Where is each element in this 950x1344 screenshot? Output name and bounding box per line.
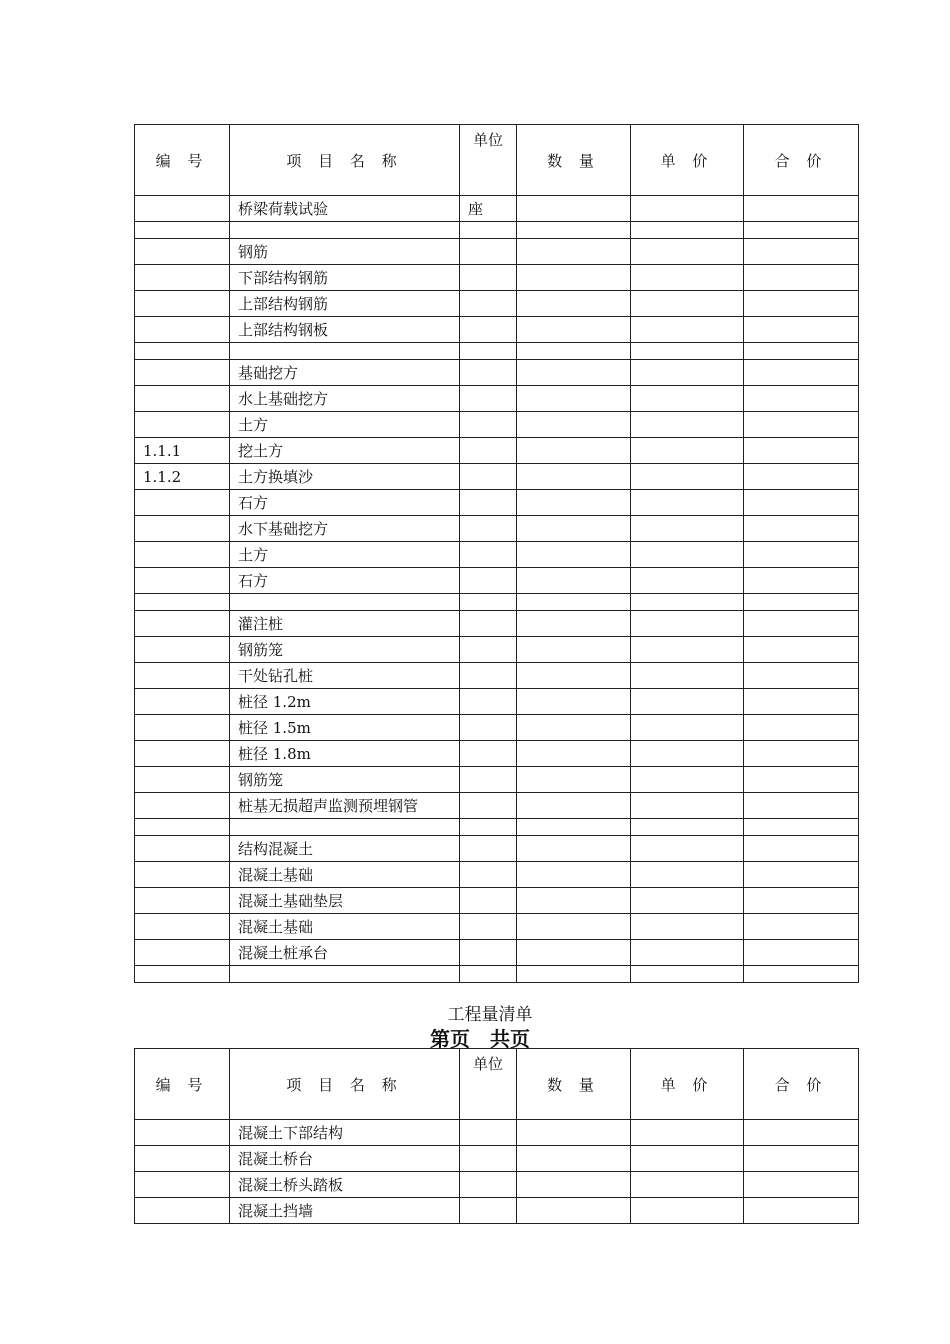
- unit-cell: [460, 386, 517, 412]
- item-name-cell: 桩基无损超声监测预埋钢管: [230, 793, 460, 819]
- unit-price-cell: [631, 819, 744, 836]
- item-name-cell: 钢筋: [230, 239, 460, 265]
- header-quantity: 数 量: [517, 1049, 631, 1120]
- unit-price-cell: [631, 637, 744, 663]
- quantity-cell: [517, 1146, 631, 1172]
- unit-price-cell: [631, 914, 744, 940]
- unit-price-cell: [631, 1146, 744, 1172]
- quantity-cell: [517, 611, 631, 637]
- unit-price-cell: [631, 1198, 744, 1224]
- total-cell: [744, 360, 859, 386]
- code-cell: [135, 914, 230, 940]
- quantity-cell: [517, 317, 631, 343]
- item-name-cell: 基础挖方: [230, 360, 460, 386]
- unit-cell: [460, 966, 517, 983]
- quantity-cell: [517, 715, 631, 741]
- item-name-cell: 下部结构钢筋: [230, 265, 460, 291]
- unit-cell: [460, 516, 517, 542]
- total-cell: [744, 386, 859, 412]
- code-cell: [135, 386, 230, 412]
- code-cell: [135, 317, 230, 343]
- item-name-cell: [230, 594, 460, 611]
- code-cell: [135, 1146, 230, 1172]
- item-name-cell: 混凝土下部结构: [230, 1120, 460, 1146]
- unit-cell: [460, 819, 517, 836]
- code-cell: [135, 836, 230, 862]
- code-cell: [135, 516, 230, 542]
- quantity-cell: [517, 862, 631, 888]
- total-pages-label: 共页: [490, 1027, 530, 1051]
- table-row: [135, 516, 859, 542]
- quantity-cell: [517, 793, 631, 819]
- unit-price-cell: [631, 594, 744, 611]
- table-row: [135, 888, 859, 914]
- table-row: [135, 1120, 859, 1146]
- table-row: [135, 464, 859, 490]
- code-cell: [135, 360, 230, 386]
- code-cell: [135, 862, 230, 888]
- unit-price-cell: [631, 767, 744, 793]
- table-row: [135, 637, 859, 663]
- table-row: [135, 239, 859, 265]
- quantity-cell: [517, 1172, 631, 1198]
- unit-price-cell: [631, 386, 744, 412]
- total-cell: [744, 836, 859, 862]
- code-cell: [135, 689, 230, 715]
- quantity-cell: [517, 966, 631, 983]
- total-cell: [744, 568, 859, 594]
- total-cell: [744, 767, 859, 793]
- code-cell: [135, 568, 230, 594]
- code-cell: [135, 767, 230, 793]
- item-name-cell: 干处钻孔桩: [230, 663, 460, 689]
- quantity-cell: [517, 412, 631, 438]
- quantity-cell: [517, 819, 631, 836]
- quantity-cell: [517, 542, 631, 568]
- unit-cell: [460, 412, 517, 438]
- unit-cell: [460, 793, 517, 819]
- quantity-cell: [517, 516, 631, 542]
- total-cell: [744, 196, 859, 222]
- table-row: [135, 291, 859, 317]
- quantity-cell: [517, 438, 631, 464]
- header-total: 合 价: [744, 125, 859, 196]
- quantity-cell: [517, 741, 631, 767]
- quantity-cell: [517, 767, 631, 793]
- total-cell: [744, 438, 859, 464]
- unit-cell: [460, 464, 517, 490]
- code-cell: [135, 265, 230, 291]
- code-cell: [135, 239, 230, 265]
- total-cell: [744, 490, 859, 516]
- unit-cell: [460, 222, 517, 239]
- quantity-cell: [517, 239, 631, 265]
- quantity-cell: [517, 940, 631, 966]
- total-cell: [744, 265, 859, 291]
- code-cell: 1.1.2: [135, 464, 230, 490]
- total-cell: [744, 222, 859, 239]
- unit-price-cell: [631, 663, 744, 689]
- total-cell: [744, 888, 859, 914]
- unit-cell: [460, 343, 517, 360]
- quantity-cell: [517, 594, 631, 611]
- item-name-cell: 结构混凝土: [230, 836, 460, 862]
- code-cell: [135, 291, 230, 317]
- unit-price-cell: [631, 836, 744, 862]
- code-cell: [135, 343, 230, 360]
- unit-price-cell: [631, 689, 744, 715]
- unit-cell: [460, 265, 517, 291]
- item-name-cell: 上部结构钢筋: [230, 291, 460, 317]
- unit-price-cell: [631, 966, 744, 983]
- item-name-cell: [230, 343, 460, 360]
- unit-price-cell: [631, 940, 744, 966]
- header-name: 项 目 名 称: [230, 1049, 460, 1120]
- total-cell: [744, 239, 859, 265]
- bill-table-2: [134, 1048, 859, 1224]
- code-cell: [135, 940, 230, 966]
- item-name-cell: 石方: [230, 568, 460, 594]
- item-name-cell: 灌注桩: [230, 611, 460, 637]
- total-cell: [744, 689, 859, 715]
- code-cell: [135, 611, 230, 637]
- code-cell: [135, 1198, 230, 1224]
- header-unit: 单位: [460, 1049, 517, 1120]
- unit-cell: [460, 637, 517, 663]
- total-cell: [744, 1172, 859, 1198]
- item-name-cell: 桥梁荷载试验: [230, 196, 460, 222]
- unit-cell: [460, 1172, 517, 1198]
- table-row: [135, 490, 859, 516]
- total-cell: [744, 637, 859, 663]
- unit-cell: [460, 291, 517, 317]
- total-cell: [744, 741, 859, 767]
- header-code: 编 号: [135, 1049, 230, 1120]
- unit-cell: [460, 914, 517, 940]
- unit-cell: [460, 594, 517, 611]
- code-cell: [135, 222, 230, 239]
- total-cell: [744, 1198, 859, 1224]
- quantity-cell: [517, 360, 631, 386]
- table-row: [135, 568, 859, 594]
- table-row: [135, 265, 859, 291]
- item-name-cell: 上部结构钢板: [230, 317, 460, 343]
- code-cell: [135, 594, 230, 611]
- unit-price-cell: [631, 464, 744, 490]
- item-name-cell: [230, 966, 460, 983]
- quantity-cell: [517, 637, 631, 663]
- header-quantity: 数 量: [517, 125, 631, 196]
- unit-price-cell: [631, 715, 744, 741]
- quantity-cell: [517, 568, 631, 594]
- quantity-cell: [517, 1198, 631, 1224]
- code-cell: [135, 793, 230, 819]
- unit-cell: [460, 1146, 517, 1172]
- code-cell: [135, 1172, 230, 1198]
- blank-row: [135, 966, 859, 983]
- unit-price-cell: [631, 741, 744, 767]
- bill-table-1: [134, 124, 859, 983]
- header-name: 项 目 名 称: [230, 125, 460, 196]
- code-cell: [135, 966, 230, 983]
- unit-price-cell: [631, 1120, 744, 1146]
- total-cell: [744, 464, 859, 490]
- item-name-cell: 土方: [230, 412, 460, 438]
- table-row: [135, 438, 859, 464]
- unit-price-cell: [631, 239, 744, 265]
- unit-price-cell: [631, 265, 744, 291]
- item-name-cell: 土方换填沙: [230, 464, 460, 490]
- table-row: [135, 767, 859, 793]
- table-row: [135, 1146, 859, 1172]
- unit-cell: [460, 862, 517, 888]
- total-cell: [744, 542, 859, 568]
- total-cell: [744, 1146, 859, 1172]
- blank-row: [135, 343, 859, 360]
- table-row: [135, 741, 859, 767]
- total-cell: [744, 1120, 859, 1146]
- unit-price-cell: [631, 412, 744, 438]
- unit-cell: [460, 317, 517, 343]
- table-row: [135, 317, 859, 343]
- item-name-cell: 钢筋笼: [230, 637, 460, 663]
- total-cell: [744, 317, 859, 343]
- table-row: [135, 940, 859, 966]
- quantity-cell: [517, 836, 631, 862]
- unit-price-cell: [631, 568, 744, 594]
- table-row: [135, 360, 859, 386]
- table-row: [135, 689, 859, 715]
- unit-cell: [460, 542, 517, 568]
- total-cell: [744, 966, 859, 983]
- item-name-cell: 石方: [230, 490, 460, 516]
- quantity-cell: [517, 386, 631, 412]
- item-name-cell: 混凝土挡墙: [230, 1198, 460, 1224]
- item-name-cell: 混凝土基础: [230, 914, 460, 940]
- item-name-cell: 水下基础挖方: [230, 516, 460, 542]
- table-row: [135, 412, 859, 438]
- code-cell: [135, 819, 230, 836]
- unit-price-cell: [631, 490, 744, 516]
- total-cell: [744, 594, 859, 611]
- table-row: [135, 1172, 859, 1198]
- blank-row: [135, 222, 859, 239]
- code-cell: [135, 412, 230, 438]
- page-subtitle: 工程量清单: [447, 1005, 533, 1025]
- unit-price-cell: [631, 888, 744, 914]
- unit-cell: [460, 490, 517, 516]
- table-row: [135, 914, 859, 940]
- table-row: [135, 386, 859, 412]
- quantity-cell: [517, 291, 631, 317]
- total-cell: [744, 914, 859, 940]
- code-cell: [135, 715, 230, 741]
- blank-row: [135, 819, 859, 836]
- code-cell: [135, 1120, 230, 1146]
- code-cell: [135, 741, 230, 767]
- total-cell: [744, 793, 859, 819]
- item-name-cell: 混凝土桩承台: [230, 940, 460, 966]
- unit-price-cell: [631, 343, 744, 360]
- bill-table-2-body: [135, 1120, 859, 1224]
- table-row: [135, 663, 859, 689]
- unit-cell: [460, 1198, 517, 1224]
- total-cell: [744, 291, 859, 317]
- total-cell: [744, 940, 859, 966]
- item-name-cell: 钢筋笼: [230, 767, 460, 793]
- unit-cell: [460, 689, 517, 715]
- bill-table-1-body: [135, 196, 859, 983]
- code-cell: [135, 888, 230, 914]
- unit-price-cell: [631, 862, 744, 888]
- unit-price-cell: [631, 196, 744, 222]
- table-row: [135, 611, 859, 637]
- item-name-cell: 桩径 1.2m: [230, 689, 460, 715]
- header-code: 编 号: [135, 125, 230, 196]
- quantity-cell: [517, 888, 631, 914]
- table-row: [135, 836, 859, 862]
- unit-price-cell: [631, 793, 744, 819]
- header-unit-price: 单 价: [631, 125, 744, 196]
- item-name-cell: 桩径 1.8m: [230, 741, 460, 767]
- table-row: [135, 715, 859, 741]
- item-name-cell: [230, 222, 460, 239]
- unit-cell: [460, 239, 517, 265]
- total-cell: [744, 715, 859, 741]
- header-row: [135, 1049, 859, 1120]
- quantity-cell: [517, 196, 631, 222]
- quantity-cell: [517, 490, 631, 516]
- table-row: [135, 542, 859, 568]
- item-name-cell: 混凝土桥头踏板: [230, 1172, 460, 1198]
- total-cell: [744, 663, 859, 689]
- header-row: [135, 125, 859, 196]
- quantity-cell: [517, 464, 631, 490]
- unit-price-cell: [631, 222, 744, 239]
- quantity-cell: [517, 689, 631, 715]
- header-unit: 单位: [460, 125, 517, 196]
- item-name-cell: 土方: [230, 542, 460, 568]
- item-name-cell: 混凝土基础: [230, 862, 460, 888]
- total-cell: [744, 819, 859, 836]
- code-cell: [135, 637, 230, 663]
- quantity-cell: [517, 222, 631, 239]
- unit-price-cell: [631, 516, 744, 542]
- blank-row: [135, 594, 859, 611]
- unit-price-cell: [631, 360, 744, 386]
- unit-cell: [460, 888, 517, 914]
- unit-price-cell: [631, 1172, 744, 1198]
- unit-price-cell: [631, 317, 744, 343]
- quantity-cell: [517, 343, 631, 360]
- unit-cell: [460, 836, 517, 862]
- item-name-cell: 桩径 1.5m: [230, 715, 460, 741]
- header-unit-price: 单 价: [631, 1049, 744, 1120]
- item-name-cell: 挖土方: [230, 438, 460, 464]
- unit-cell: [460, 767, 517, 793]
- total-cell: [744, 862, 859, 888]
- unit-cell: 座: [460, 196, 517, 222]
- unit-price-cell: [631, 542, 744, 568]
- quantity-cell: [517, 663, 631, 689]
- item-name-cell: 混凝土桥台: [230, 1146, 460, 1172]
- code-cell: [135, 490, 230, 516]
- unit-cell: [460, 611, 517, 637]
- unit-cell: [460, 568, 517, 594]
- header-total: 合 价: [744, 1049, 859, 1120]
- item-name-cell: 混凝土基础垫层: [230, 888, 460, 914]
- table-row: [135, 793, 859, 819]
- total-cell: [744, 611, 859, 637]
- unit-cell: [460, 663, 517, 689]
- code-cell: [135, 196, 230, 222]
- quantity-cell: [517, 1120, 631, 1146]
- unit-cell: [460, 438, 517, 464]
- item-name-cell: [230, 819, 460, 836]
- page-label: 第页: [430, 1027, 470, 1051]
- quantity-cell: [517, 265, 631, 291]
- code-cell: [135, 663, 230, 689]
- unit-cell: [460, 360, 517, 386]
- unit-cell: [460, 741, 517, 767]
- unit-price-cell: [631, 291, 744, 317]
- quantity-cell: [517, 914, 631, 940]
- total-cell: [744, 412, 859, 438]
- total-cell: [744, 516, 859, 542]
- table-row: [135, 1198, 859, 1224]
- unit-price-cell: [631, 611, 744, 637]
- table-row: [135, 196, 859, 222]
- unit-cell: [460, 940, 517, 966]
- unit-cell: [460, 715, 517, 741]
- table-row: [135, 862, 859, 888]
- total-cell: [744, 343, 859, 360]
- unit-price-cell: [631, 438, 744, 464]
- item-name-cell: 水上基础挖方: [230, 386, 460, 412]
- unit-cell: [460, 1120, 517, 1146]
- code-cell: [135, 542, 230, 568]
- code-cell: 1.1.1: [135, 438, 230, 464]
